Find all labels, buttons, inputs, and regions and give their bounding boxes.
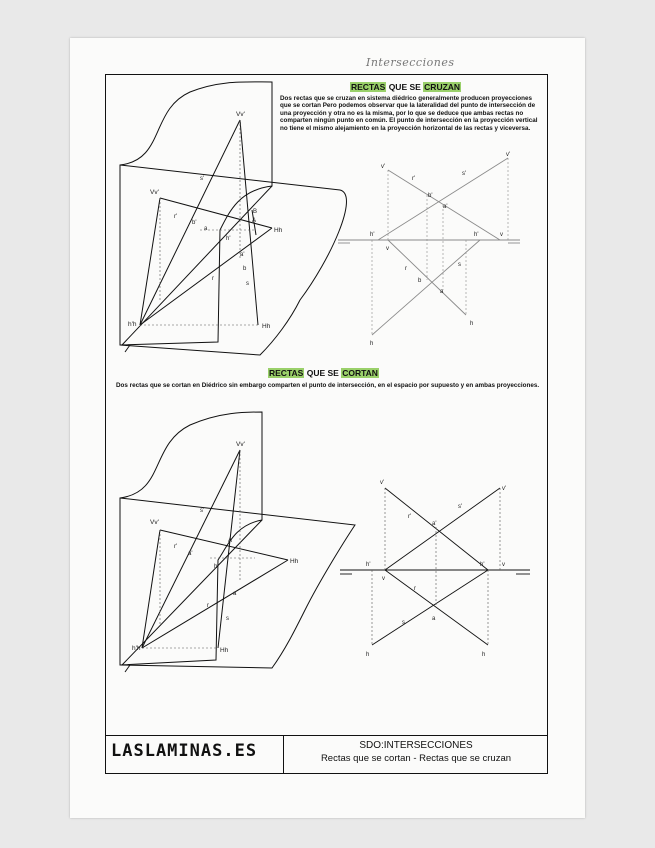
label-3d-Vv2: Vv' (150, 189, 159, 196)
label-2d-cut-r1: r' (408, 514, 412, 520)
label-2d-cut-v2: v' (502, 486, 507, 492)
label-3d-cut-Vv1: Vv' (236, 441, 245, 448)
label-3d-cut-s1: s' (200, 508, 205, 514)
label-2d-cut-v1: v' (380, 480, 385, 486)
label-3d-cut-A: A (228, 538, 233, 544)
label-3d-h1: h' (226, 236, 231, 242)
label-3d-hh1: h'h (128, 321, 137, 328)
label-3d-cut-r1: r' (174, 544, 178, 550)
label-3d-a1: a' (240, 252, 245, 258)
label-3d-cut-s: s (226, 616, 229, 622)
label-3d-s: s (246, 281, 249, 287)
line-s-horizontal-cut (372, 570, 488, 645)
section-text-cut: Dos rectas que se cortan en Diédrico sin embargo comparten el punto de intersección, en el espacio por supuesto y en ambas proyecciones. (116, 382, 540, 389)
label-2d-cut-v4: v (502, 562, 505, 568)
label-3d-cut-hh1: h'h (132, 645, 141, 652)
label-2d-a1: a' (443, 204, 448, 210)
label-3d-r1: r' (174, 214, 178, 220)
handwritten-note: Intersecciones (366, 56, 455, 69)
label-2d-s1: s' (462, 171, 467, 177)
label-2d-b1: b' (428, 193, 433, 199)
label-3d-B: B (253, 209, 258, 215)
label-2d-cut-a: a (432, 616, 436, 622)
label-3d-cut-Hh2: Hh (220, 647, 229, 654)
sheet-subtitle: Rectas que se cortan - Rectas que se cruzan (320, 753, 512, 764)
label-2d-h2: h' (474, 232, 479, 238)
label-3d-b1: b' (192, 220, 197, 226)
label-3d-b: b (243, 266, 247, 272)
label-3d-cut-a: a (233, 591, 237, 597)
label-3d-s1: s' (200, 176, 205, 182)
label-2d-v2: v' (506, 152, 511, 158)
label-3d-cut-h1: h' (214, 564, 219, 570)
title-word-cortan: CORTAN (342, 368, 378, 378)
title-word-ue-se: UE SE (313, 368, 342, 378)
line-r-horizontal-cut (385, 570, 488, 645)
title-word-que-se: QUE SE (386, 82, 424, 92)
title-word-q: Q (304, 368, 314, 378)
label-2d-cut-s: s (402, 620, 405, 626)
label-2d-r: r (405, 266, 407, 272)
logo-laslaminas: LASLAMINAS.ES (111, 741, 258, 761)
section-text-cross: Dos rectas que se cruzan en sistema diédrico generalmente producen proyecciones que se cortan Pero podemos observar que la lateralidad del punto de intersección de una proyección y otra no es la misma, por lo que se deduce que ambas rectas no comparten ningún punto en común. El punto de intersección en la proyección vertical no tiene el mismo alejamiento en la proyección horizontal de las rectas y viceversa. (280, 95, 538, 132)
title-word-rectas-2: RECTAS (269, 368, 304, 378)
label-2d-s: s (458, 262, 461, 268)
label-2d-cut-s1: s' (458, 504, 463, 510)
title-block-info (283, 736, 548, 773)
label-2d-cut-h1: h' (366, 562, 371, 568)
title-block (105, 735, 548, 773)
label-3d-cut-Vv2: Vv' (150, 519, 159, 526)
label-2d-cut-h3: h (366, 652, 370, 658)
label-2d-cut-a1: a' (432, 521, 437, 527)
sheet-code: SDO:INTERSECCIONES (359, 740, 473, 751)
line-s-vertical-cut (385, 488, 500, 570)
label-3d-Hh1: Hh (274, 227, 283, 234)
label-2d-h3: h (370, 341, 374, 347)
label-3d-cut-Hh1: Hh (290, 558, 299, 565)
label-3d-Vv1: Vv' (236, 111, 245, 118)
label-3d-Hh2: Hh (262, 323, 271, 330)
line-r-vertical-cut (385, 488, 488, 570)
label-2d-v4: v (500, 232, 503, 238)
label-3d-cut-r: r (207, 603, 209, 609)
label-2d-cut-v3: v (382, 576, 385, 582)
label-2d-cut-h2: h' (480, 562, 485, 568)
label-3d-cut-a1: a' (188, 551, 193, 557)
label-2d-h4: h (470, 321, 474, 327)
label-2d-a: a (440, 289, 444, 295)
label-2d-v3: v (386, 246, 389, 252)
label-3d-A: A (252, 218, 257, 224)
label-2d-cut-h4: h (482, 652, 486, 658)
label-2d-r1: r' (412, 176, 416, 182)
label-2d-b: b (418, 278, 422, 284)
title-word-rectas: RECTAS (351, 82, 386, 92)
label-3d-a: a (204, 226, 208, 232)
label-2d-cut-r: r (414, 586, 416, 592)
label-2d-v1: v' (381, 164, 386, 170)
label-2d-h1: h' (370, 232, 375, 238)
label-3d-r: r (212, 276, 214, 282)
title-word-cruzan: CRUZAN (424, 82, 461, 92)
